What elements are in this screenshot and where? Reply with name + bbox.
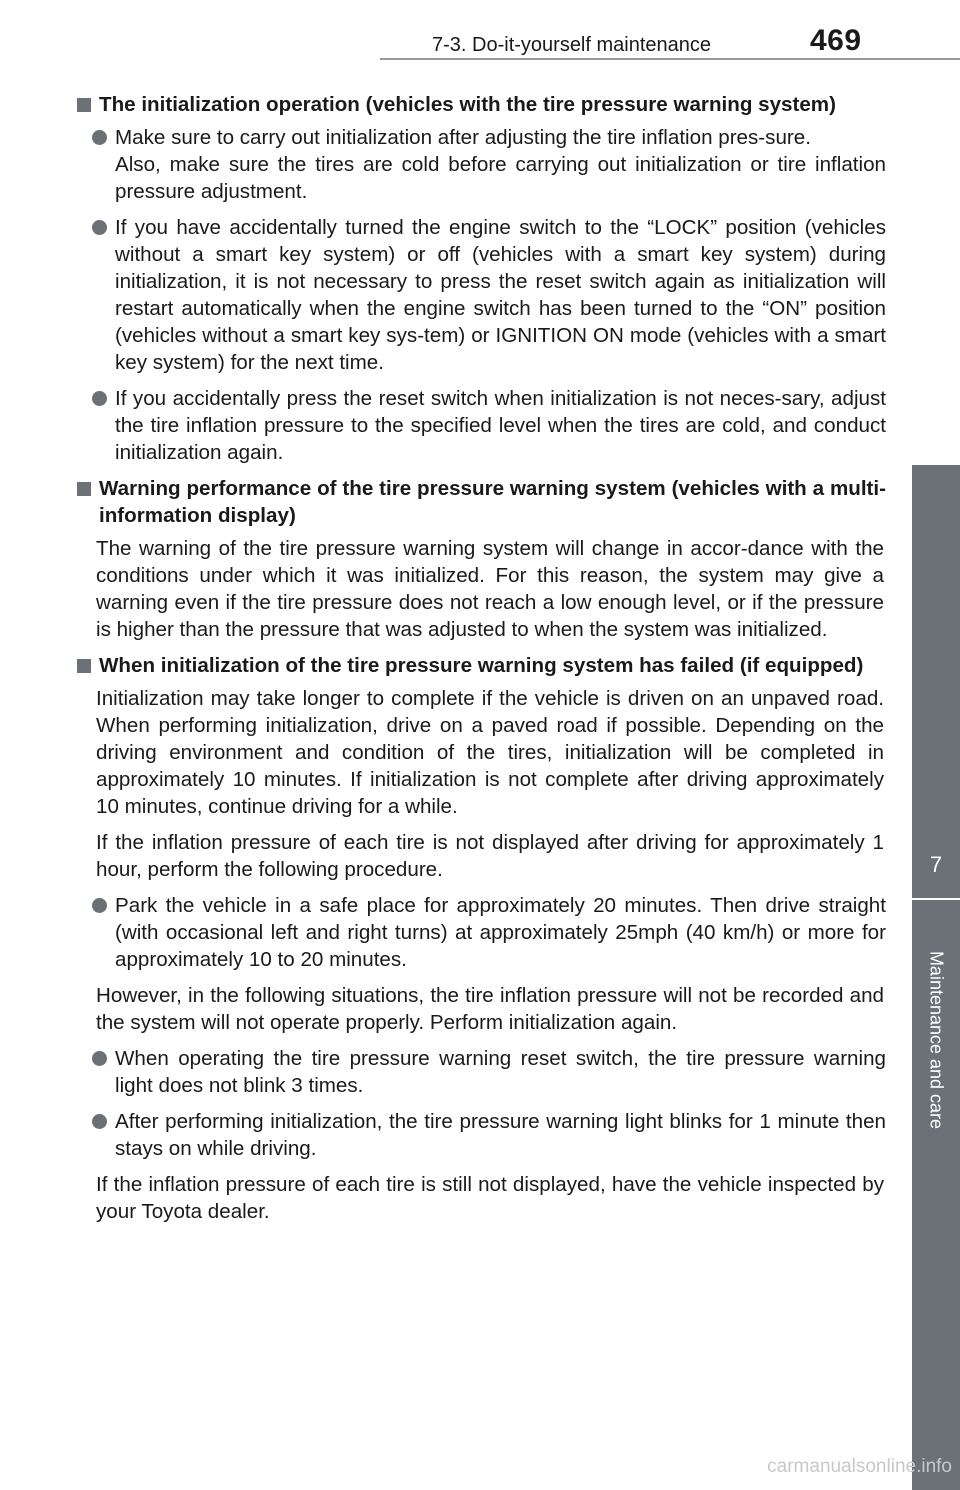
paragraph: The warning of the tire pressure warning system will change in accor-dance with the conditions under which it was initialized. For this reason, the system may give a warning even if the tire pressure does not reach a low enough level, or if the pressure is higher than the pressure that was adjusted to when the system was initialized. (96, 537, 884, 641)
page-number: 469 (810, 24, 862, 57)
paragraph: Initialization may take longer to complete if the vehicle is driven on an unpaved road. When performing initialization, drive on a paved road if possible. Depending on the driving environment and condition of the tires, initialization will be completed in approximately 10 minutes. If initialization is not complete after driving approximately 10 minutes, continue driving for a while. (96, 687, 884, 818)
watermark: carmanualsonline.info (767, 1456, 952, 1477)
section-title: 7-3. Do-it-yourself maintenance (432, 34, 712, 56)
section-heading (76, 475, 886, 529)
square-bullet-icon (77, 98, 91, 112)
paragraph: However, in the following situations, the tire inflation pressure will not be recorded and the system will not operate properly. Perform initialization again. (96, 984, 884, 1034)
circle-bullet-icon (92, 898, 107, 913)
bullet-text: If you have accidentally turned the engine switch to the “LOCK” position (vehicles without a smart key system) or off (vehicles with a smart key system) during initialization, it is not necessary to press the reset switch again as initialization will restart automatically when the engine switch has been turned to the “ON” position (vehicles without a smart key sys-tem) or IGNITION ON mode (vehicles with a smart key system) for the next time. (115, 216, 886, 374)
circle-bullet-icon (92, 220, 107, 235)
circle-bullet-icon (92, 130, 107, 145)
circle-bullet-icon (92, 1051, 107, 1066)
bullet-item (76, 892, 886, 973)
bullet-text: Also, make sure the tires are cold before carrying out initialization or tire inflation pressure adjustment. (115, 153, 886, 203)
bullet-text: Park the vehicle in a safe place for approximately 20 minutes. Then drive straight (with occasional left and right turns) at approximately 25mph (40 km/h) or more for approximately 10 to 20 minutes. (115, 894, 886, 971)
heading-text: When initialization of the tire pressure warning system has failed (if equipped) (99, 654, 864, 677)
chapter-tab-divider (912, 898, 960, 900)
bullet-item (76, 1045, 886, 1099)
square-bullet-icon (77, 482, 91, 496)
square-bullet-icon (77, 659, 91, 673)
page-header (0, 0, 960, 62)
bullet-text: If you accidentally press the reset switch when initialization is not neces-sary, adjust the tire inflation pressure to the specified level when the tires are cold, and conduct initialization again. (115, 387, 886, 464)
circle-bullet-icon (92, 1114, 107, 1129)
page-content (76, 85, 886, 1234)
section-heading (76, 91, 886, 118)
chapter-title: Maintenance and care (926, 950, 947, 1130)
chapter-number: 7 (929, 852, 943, 877)
bullet-item (76, 385, 886, 466)
paragraph: If the inflation pressure of each tire is still not displayed, have the vehicle inspected by your Toyota dealer. (96, 1173, 884, 1223)
heading-text: The initialization operation (vehicles with the tire pressure warning system) (99, 93, 836, 116)
section-heading (76, 652, 886, 679)
heading-text: Warning performance of the tire pressure warning system (vehicles with a multi-information display) (99, 477, 886, 527)
bullet-item (76, 1108, 886, 1162)
circle-bullet-icon (92, 391, 107, 406)
bullet-item (76, 124, 886, 205)
bullet-item (76, 214, 886, 376)
bullet-text: When operating the tire pressure warning reset switch, the tire pressure warning light does not blink 3 times. (115, 1047, 886, 1097)
paragraph: If the inflation pressure of each tire is not displayed after driving for approximately 1 hour, perform the following procedure. (96, 831, 884, 881)
bullet-text: Make sure to carry out initialization after adjusting the tire inflation pres-sure. (115, 126, 811, 149)
header-rule (380, 58, 960, 60)
bullet-text: After performing initialization, the tire pressure warning light blinks for 1 minute then stays on while driving. (115, 1110, 886, 1160)
